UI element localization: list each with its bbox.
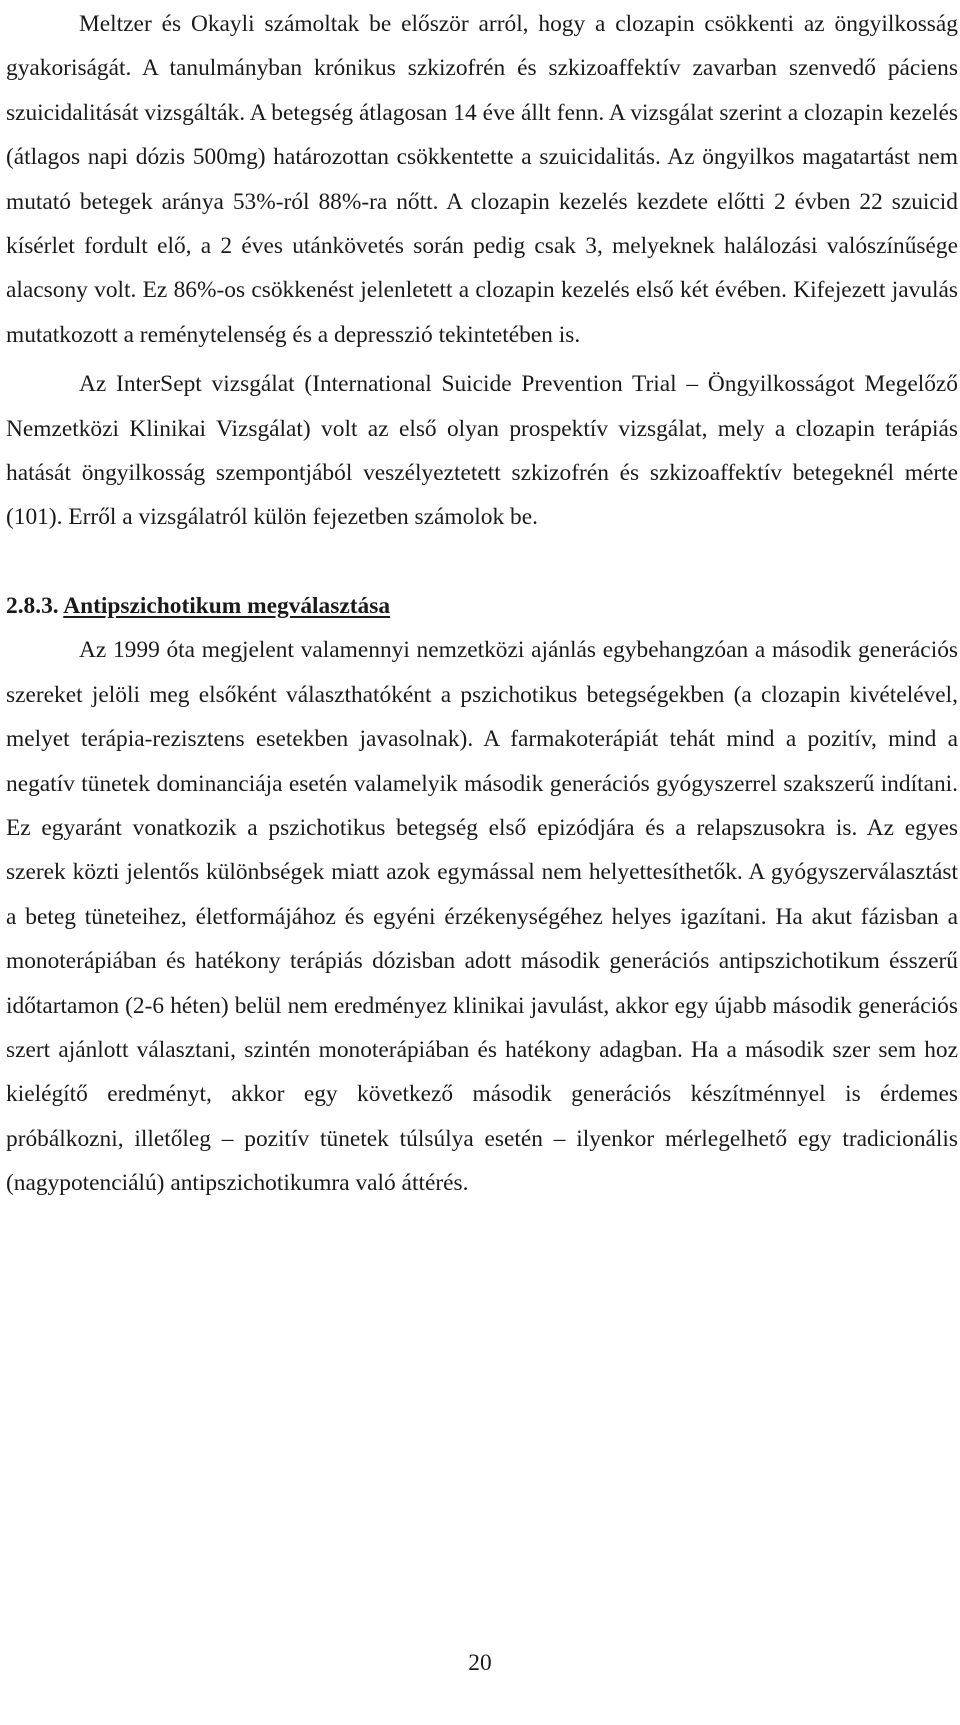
body-paragraph-1: Meltzer és Okayli számoltak be először arról, hogy a clozapin csökkenti az öngyilkosság gyakoriságát. A tanulmányban krónikus szkizofrén és szkizoaffektív zavarban szenvedő páciens szuicidalitását vizsgálták. A betegség átlagosan 14 éve állt fenn. A vizsgálat szerint a clozapin kezelés (átlagos napi dózis 500mg) határozottan csökkentette a szuicidalitás. Az öngyilkos magatartást nem mutató betegek aránya 53%-ról 88%-ra nőtt. A clozapin kezelés kezdete előtti 2 évben 22 szuicid kísérlet fordult elő, a 2 éves utánkövetés során pedig csak 3, melyeknek halálozási valószínűsége alacsony volt. Ez 86%-os csökkenést jelenletett a clozapin kezelés első két évében. Kifejezett javulás mutatkozott a reménytelenség és a depresszió tekintetében is. <box>6 11 958 348</box>
page-number: 20 <box>468 1650 492 1676</box>
section-number: 2.8.3. <box>6 592 59 619</box>
body-paragraph-2: Az InterSept vizsgálat (International Suicide Prevention Trial – Öngyilkosságot Megelőző Nemzetközi Klinikai Vizsgálat) volt az első olyan prospektív vizsgálat, mely a clozapin terápiás hatását öngyilkosság szempontjából veszélyeztetett szkizofrén és szkizoaffektív betegeknél mérte (101). Erről a vizsgálatról külön fejezetben számolok be. <box>6 371 958 531</box>
section-title: Antipszichotikum megválasztása <box>63 592 391 619</box>
section-paragraph: Az 1999 óta megjelent valamennyi nemzetközi ajánlás egybehangzóan a második generációs szereket jelöli meg elsőként választhatóként a pszichotikus betegségekben (a clozapin kivételével, melyet terápia-rezisztens esetekben javasolnak). A farmakoterápiát tehát mind a pozitív, mind a negatív tünetek dominanciája esetén valamelyik második generációs gyógyszerrel szakszerű indítani. Ez egyaránt vonatkozik a pszichotikus betegség első epizódjára és a relapszusokra is. Az egyes szerek közti jelentős különbségek miatt azok egymással nem helyettesíthetők. A gyógyszerválasztást a beteg tüneteihez, életformájához és egyéni érzékenységéhez helyes igazítani. Ha akut fázisban a monoterápiában és hatékony terápiás dózisban adott második generációs antipszichotikum ésszerű időtartamon (2-6 héten) belül nem eredményez klinikai javulást, akkor egy újabb második generációs szert ajánlott választani, szintén monoterápiában és hatékony adagban. Ha a második szer sem hoz kielégítő eredményt, akkor egy következő második generációs készítménnyel is érdemes próbálkozni, illetőleg – pozitív tünetek túlsúlya esetén – ilyenkor mérlegelhető egy tradicionális (nagypotenciálú) antipszichotikumra való áttérés. <box>6 637 958 1197</box>
section-heading <box>6 584 958 628</box>
